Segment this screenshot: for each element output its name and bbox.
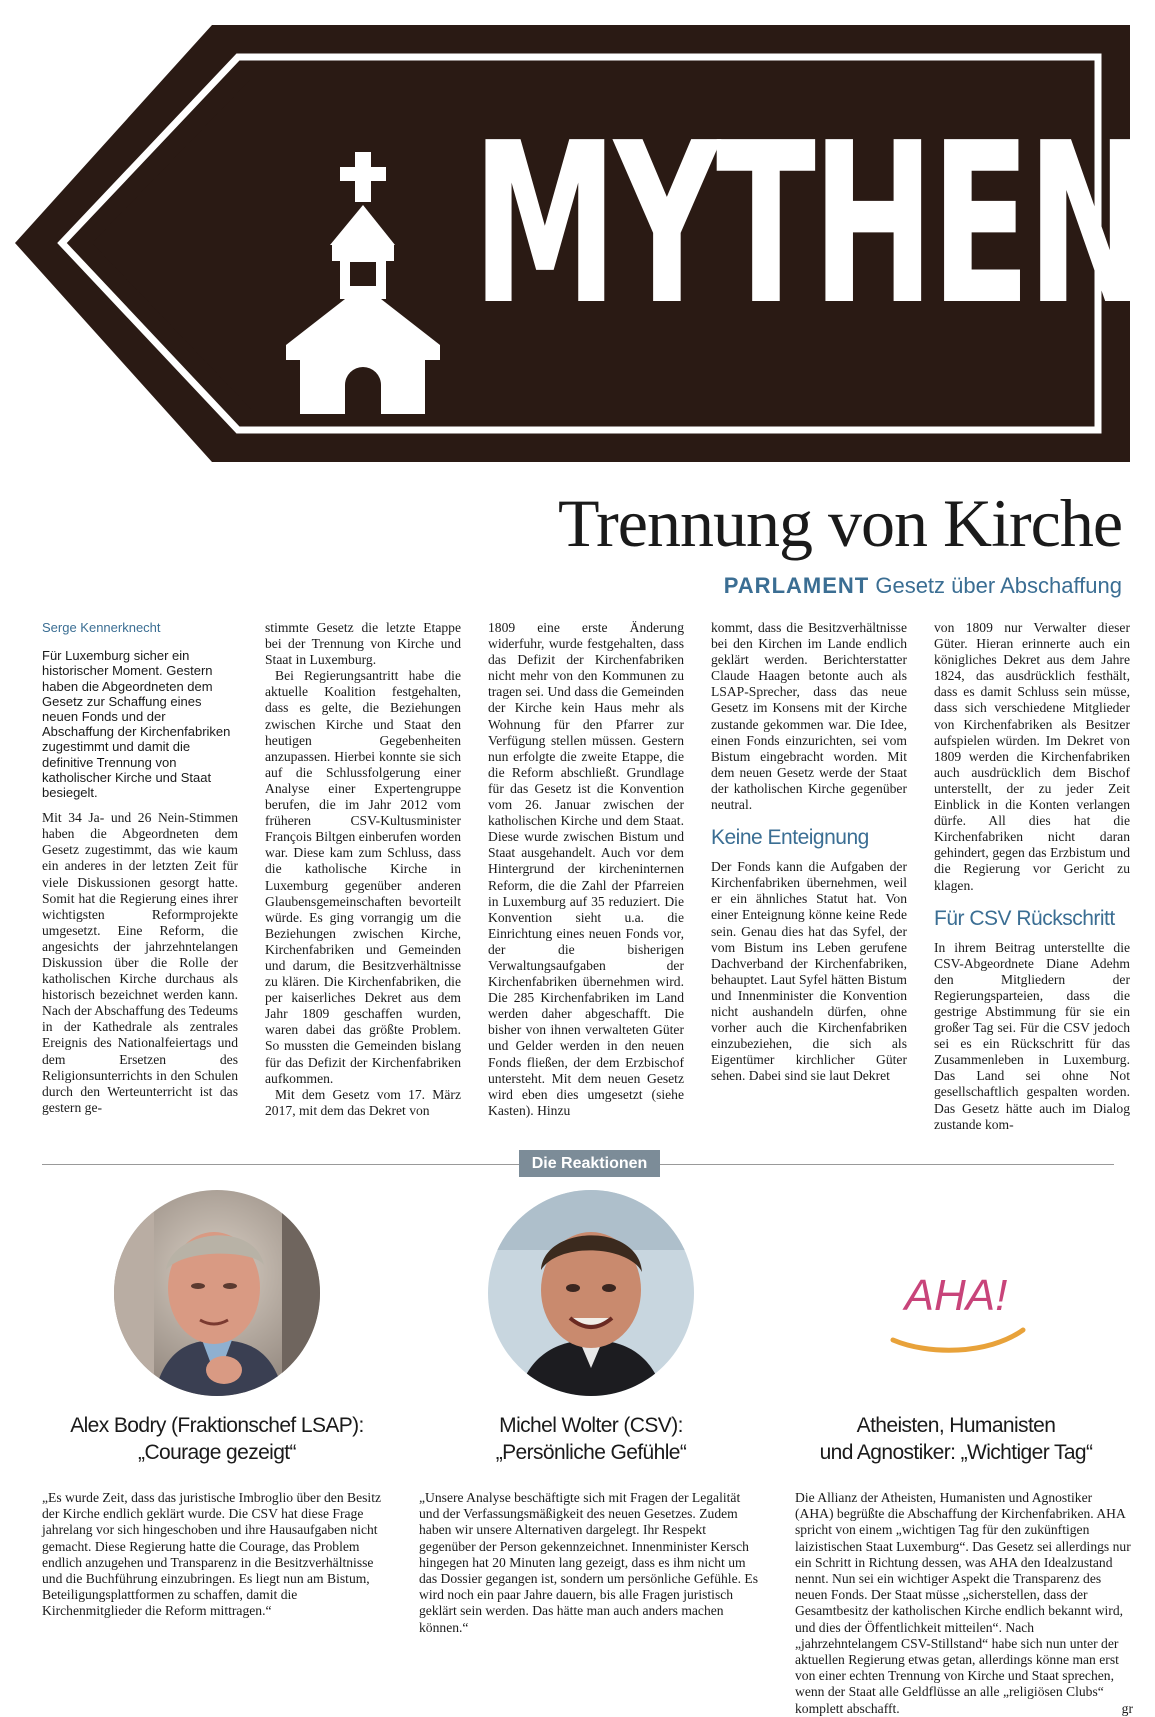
article-column-1	[42, 620, 238, 1116]
article-column-3	[488, 620, 684, 1119]
article-paragraph: 1809 eine erste Änderung widerfuhr, wurde festgehalten, dass das Defizit der Kirchenfabriken nicht mehr von den Kommunen zu tragen sei. Und dass die Gemeinden der Kirche kein Haus mehr als Wohnung für den Pfarrer zur Verfügung stellen müssen. Gestern nun erfolgte die zweite Etappe, die die Reform abschließt. Grundlage für das Gesetz ist die Konvention vom 26. Januar zwischen der katholischen Kirche und dem Staat. Diese wurde zwischen Bistum und Staat ausgehandelt. Auch vor dem Hintergrund der kircheninternen Reform, die die Zahl der Pfarreien in Luxemburg auf 35 reduziert. Die Konvention sieht u.a. die Einrichtung eines neuen Fonds vor, der die bisherigen Verwaltungsaufgaben der Kirchenfabriken übernehmen wird. Die 285 Kirchenfabriken im Land werden daher abgeschafft. Die bisher von ihnen verwalteten Güter und Gelder werden in den neuen Fonds fließen, der dem Erzbischof untersteht. Mit dem neuen Gesetz wird eben dies umgesetzt (siehe Kasten). Hinzu	[488, 620, 684, 1118]
reaction-quote-wolter: „Unsere Analyse beschäftigte sich mit Fragen der Legalität und der Verfassungsmäßigkeit des neuen Gesetzes. Zudem haben wir unsere Alternativen dargelegt. Ihr Respekt gegenüber der Person gekennzeichnet. Innenminister Kersch hingegen hat 20 Minuten lang gezeigt, dass es ihm nicht um das Dossier gegangen ist, sondern um persönliche Gefühle. Es wird noch ein paar Jahre dauern, bis alle Fragen juristisch geklärt sein werden. Das hätte man auch anders machen können.“	[419, 1490, 759, 1635]
portrait-michel-wolter	[488, 1190, 694, 1396]
article-paragraph: kommt, dass die Besitzverhältnisse bei den Kirchen im Lande endlich geklärt werden. Berichterstatter Claude Haagen betonte auch als LSAP-Sprecher, dass das neue Gesetz im Konsens mit der Kirche zustande gekommen war. Die Idee, einen Fonds einzurichten, sei vom Bistum eingebracht worden. Mit dem neuen Gesetz werde der Staat der katholischen Kirche gegenüber neutral.	[711, 620, 907, 813]
article-paragraph: Mit 34 Ja- und 26 Nein-Stimmen haben die Abgeordneten dem Gesetz zugestimmt, das wie kaum ein anderes in der letzten Zeit für viele Diskussionen gesorgt hatte. Somit hat die Regierung eines ihrer wichtigsten Reformprojekte umgesetzt. Eine Reform, die angesichts der jahrzehntelangen Diskussion über die Rolle der katholischen Kirche durchaus als historisch bezeichnet werden kann. Nach der Abschaffung des Tedeums in der Kathedrale als zentrales Ereignis des Nationalfeiertags und dem Ersetzen des Religionsunterrichts in den Schulen durch den Werteunterricht ist das gestern ge-	[42, 810, 238, 1115]
headline: Trennung von Kirche	[558, 485, 1122, 561]
article-column-5	[934, 620, 1130, 1133]
subheading-fuer-csv-rueckschritt: Für CSV Rückschritt	[934, 906, 1115, 930]
author-initials: gr	[1121, 1700, 1133, 1716]
banner-title: MYTHEN	[472, 96, 1146, 354]
article-paragraph: von 1809 nur Verwalter dieser Güter. Hieran erinnerte auch ein königliches Dekret aus dem Jahre 1824, das ausdrücklich festhält, dass es damit Schluss sein müsse, dass sich verschiedene Mitglieder von Kirchenfabriken als Besitzer aufspielen würden. Im Dekret von 1809 werden die Kirchenfabriken auch ausdrücklich dem Bischof unterstellt, der zu jeder Zeit Einblick in die Konten verlangen dürfe. All dies hat die Kirchenfabriken nicht daran gehindert, gegen das Erzbistum und die Regierung vor Gericht zu klagen.	[934, 620, 1130, 893]
article-paragraph: Der Fonds kann die Aufgaben der Kirchenfabriken übernehmen, weil er ein ähnliches Statut hat. Von einer Enteignung könne keine Rede sein. Genau dies hat das Syfel, der vom Bistum ins Leben gerufene Dachverband der Kirchenfabriken, behauptet. Laut Syfel hätten Bistum und Innenminister die Konvention nicht aushandeln dürfen, ohne vorher auch die Kirchenfabriken einzubeziehen, die sich als Eigentümer kirchlicher Güter sehen. Dabei sind sie laut Dekret	[711, 859, 907, 1084]
reaction-name-wolter: Michel Wolter (CSV): „Persönliche Gefühle“	[495, 1414, 687, 1464]
article-column-4	[711, 620, 907, 1084]
portrait-alex-bodry	[114, 1190, 320, 1396]
article-paragraph: In ihrem Beitrag unterstellte die CSV-Abgeordnete Diane Adehm den Mitgliedern der Regierungsparteien, dass die gestrige Abstimmung für sie ein großer Tag sei. Für die CSV jedoch sei es ein Rückschritt für das Zusammenleben in Luxemburg. Das Land sei ohne Not gesellschaftlich gespalten worden. Das Gesetz hätte auch im Dialog zustande kom-	[934, 939, 1130, 1132]
article-paragraph: Bei Regierungsantritt habe die aktuelle Koalition festgehalten, dass es gelte, die Beziehungen zwischen Kirche und Staat den heutigen Gegebenheiten anzupassen. Hierbei konnte sie sich auf die Schlussfolgerung einer Analyse einer Expertengruppe berufen, die im Jahr 2012 vom früheren CSV-Kultusminister François Biltgen einberufen worden war. Diese kam zum Schluss, dass die katholische Kirche in Luxemburg gegenüber anderen Glaubensgemeinschaften bevorteilt würde. Es ging vorrangig um die Beziehungen zwischen Kirche, Kirchenfabriken und Gemeinden und darum, die Besitzverhältnisse zu klären. Die Kirchenfabriken, die per kaiserliches Dekret aus dem Jahr 1809 geschaffen wurden, waren dabei das größte Problem. So mussten die Gemeinden bislang für das Defizit der Kirchenfabriken aufkommen.	[265, 668, 461, 1086]
aha-logo-text: AHA!	[904, 1271, 1008, 1320]
author-byline: Serge Kennerknecht	[42, 620, 161, 635]
reaction-name-aha: Atheisten, Humanisten und Agnostiker: „Wichtiger Tag“	[819, 1414, 1093, 1464]
article-lead: Für Luxemburg sicher ein historischer Moment. Gestern haben die Abgeordneten dem Gesetz zur Schaffung eines neuen Fonds und der Abschaffung der Kirchenfabriken zugestimmt und damit die definitive Trennung von katholischer Kirche und Staat besiegelt.	[42, 648, 231, 800]
reactions-label: Die Reaktionen	[519, 1150, 660, 1177]
kicker-text: Gesetz über Abschaffung	[875, 573, 1122, 598]
subheading-keine-enteignung: Keine Enteignung	[711, 826, 869, 850]
reaction-name-bodry: Alex Bodry (Fraktionschef LSAP): „Courage gezeigt“	[70, 1414, 364, 1464]
article-paragraph: stimmte Gesetz die letzte Etappe bei der Trennung von Kirche und Staat in Luxemburg.	[265, 620, 461, 668]
kicker	[724, 572, 1122, 600]
article-paragraph: Mit dem Gesetz vom 17. März 2017, mit dem das Dekret von	[265, 1086, 461, 1118]
reaction-quote-bodry: „Es wurde Zeit, dass das juristische Imbroglio über den Besitz der Kirche endlich geklärt wurde. Die CSV hat diese Frage jahrelang vor sich hingeschoben und ihre Hausaufgaben nicht gemacht. Diese Regierung hatte die Courage, das Problem endlich anzugehen und Transparenz in die Besitzverhältnisse und die Buchführung einzubringen. Es liegt nun am Bistum, Beteiligungsplattformen zu schaffen, damit die Kirchenmitglieder die Reform mittragen.“	[42, 1490, 382, 1619]
kicker-keyword: PARLAMENT	[723, 573, 870, 598]
mythen-banner	[0, 0, 1155, 480]
article-column-2	[265, 620, 461, 1119]
aha-logo	[853, 1190, 1059, 1396]
reaction-quote-aha: Die Allianz der Atheisten, Humanisten und Agnostiker (AHA) begrüßte die Abschaffung der Kirchenfabriken. AHA spricht von einem „wichtigen Tag für den zukünftigen laizistischen Staat Luxemburg“. Das Gesetz sei allerdings nur ein Schritt in Richtung dessen, was AHA den Idealzustand nennt. Nun sei ein wichtiger Aspekt die Transparenz des neuen Fonds. Der Staat müsse „sicherstellen, dass der Gesamtbesitz der katholischen Kirche endlich bekannt wird, und dies der Öffentlichkeit mitteilen“. Nach „jahrzehntelangem CSV-Stillstand“ habe sich nun unter der aktuellen Regierung etwas getan, allerdings könne man erst von einer echten Trennung von Kirche und Staat sprechen, wenn der Staat alle Geldflüsse an alle „religiösen Clubs“ komplett abschafft. gr	[795, 1490, 1133, 1716]
